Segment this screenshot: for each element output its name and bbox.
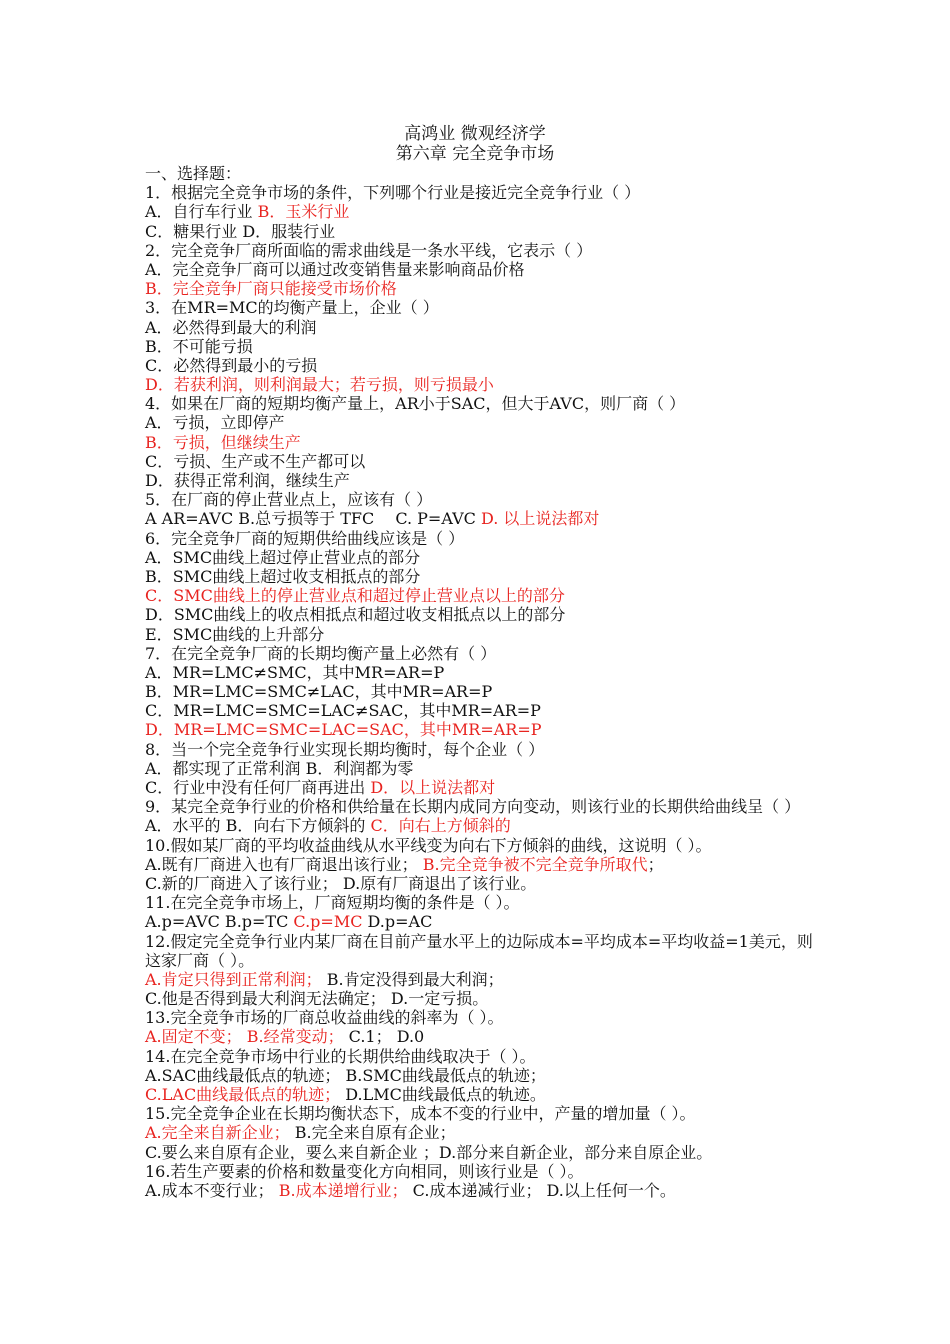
text-line-q4-d [145,471,815,490]
text-segment: D．获得正常利润，继续生产 [145,471,350,490]
text-segment: 15.完全竞争企业在长期均衡状态下，成本不变的行业中，产量的增加量（ ）。 [145,1104,696,1124]
chapter-title: 第六章 完全竞争市场 [395,144,555,164]
text-line-q5 [145,490,815,509]
text-line-q15-ab [145,1123,815,1142]
text-segment: C.新的厂商进入了该行业； D.原有厂商退出了该行业。 [145,873,537,893]
text-line-q2 [145,241,815,260]
text-segment: 9．某完全竞争行业的价格和供给量在长期内成同方向变动，则该行业的长期供给曲线呈（ ） [145,797,801,817]
text-segment: A.既有厂商进入也有厂商退出该行业； [145,854,423,874]
text-line-q7-c [145,701,815,720]
answer-text: D．MR=LMC=SMC=LAC=SAC，其中MR=AR=P [145,720,542,740]
text-segment: D.LMC曲线最低点的轨迹。 [340,1085,546,1105]
text-segment: 5．在厂商的停止营业点上，应该有（ ） [145,490,433,510]
text-segment: A．水平的 B．向右下方倾斜的 [145,816,371,836]
text-segment: C．亏损、生产或不生产都可以 [145,451,366,471]
text-line-q14-ab [145,1066,815,1085]
text-line-q4-b [145,433,815,452]
text-line-q9-opts [145,816,815,835]
text-segment: A．完全竞争厂商可以通过改变销售量来影响商品价格 [145,259,525,279]
text-line-q10-ab [145,855,815,874]
text-segment: A．自行车行业 [145,202,258,222]
answer-text: B.完全竞争被不完全竞争所取代 [422,854,648,874]
text-line-q1 [145,183,815,202]
text-line-q6-c [145,586,815,605]
text-line-q14-cd [145,1085,815,1104]
text-line-q16-opts [145,1181,815,1200]
text-segment: C.他是否得到最大利润无法确定； D.一定亏损。 [145,989,489,1009]
answer-text: B．亏损，但继续生产 [145,432,301,452]
text-segment: 2．完全竞争厂商所面临的需求曲线是一条水平线，它表示（ ） [145,240,593,260]
text-line-q4 [145,394,815,413]
text-line-q7-b [145,682,815,701]
text-line-q3 [145,298,815,317]
text-segment: 8．当一个完全竞争行业实现长期均衡时，每个企业（ ） [145,739,545,759]
text-line-q14 [145,1047,815,1066]
question-list [145,164,815,1200]
text-segment: C.要么来自原有企业，要么来自新企业 ；D.部分来自新企业，部分来自原企业。 [145,1142,713,1162]
text-line-q1-ab [145,202,815,221]
text-line-q3-c [145,356,815,375]
text-line-q15 [145,1104,815,1123]
text-segment: A.p=AVC B.p=TC [145,912,294,932]
text-segment: B．不可能亏损 [145,336,253,356]
answer-text: D．以上说法都对 [370,778,496,797]
text-segment: 6．完全竞争厂商的短期供给曲线应该是（ ） [145,528,465,548]
text-segment: A AR=AVC B.总亏损等于 TFC C. P=AVC [145,509,481,529]
text-line-q12 [145,932,815,970]
text-segment: C.1； D.0 [343,1027,425,1047]
text-line-q10-cd [145,874,815,893]
text-segment: C．行业中没有任何厂商再进出 [145,778,371,797]
text-segment: C．必然得到最小的亏损 [145,355,318,375]
text-segment: 4．如果在厂商的短期均衡产量上，AR小于SAC，但大于AVC，则厂商（ ） [145,394,686,414]
text-line-q1-cd [145,222,815,241]
text-line-q7-a [145,663,815,682]
text-segment: 3．在MR=MC的均衡产量上，企业（ ） [145,298,439,318]
text-line-q6-a [145,548,815,567]
text-line-q3-a [145,318,815,337]
answer-text: C.LAC曲线最低点的轨迹； [145,1085,341,1105]
answer-text: B．完全竞争厂商只能接受市场价格 [145,279,397,299]
answer-text: A.肯定只得到正常利润； [145,969,322,989]
text-segment: 7．在完全竞争厂商的长期均衡产量上必然有（ ） [145,643,497,663]
text-line-q12-ab [145,970,815,989]
text-line-q3-b [145,337,815,356]
text-line-q4-c [145,452,815,471]
text-line-q13-opts [145,1027,815,1046]
answer-text: A.固定不变； B.经常变动； [145,1027,344,1047]
text-segment: 13.完全竞争市场的厂商总收益曲线的斜率为（ ）。 [145,1008,504,1028]
text-line-q5-opts [145,509,815,528]
text-line-q9 [145,797,815,816]
text-line-q2-a [145,260,815,279]
text-segment: 16.若生产要素的价格和数量变化方向相同，则该行业是（ ）。 [145,1161,584,1181]
answer-text: B．玉米行业 [257,202,350,222]
text-segment: C．MR=LMC=SMC=LAC≠SAC，其中MR=AR=P [145,701,541,721]
text-segment: 10.假如某厂商的平均收益曲线从水平线变为向右下方倾斜的曲线，这说明（ ）。 [145,835,712,855]
answer-text: B.成本递增行业； [278,1180,408,1200]
text-segment: 14.在完全竞争市场中行业的长期供给曲线取决于（ ）。 [145,1046,536,1066]
text-segment: A．亏损，立即停产 [145,413,285,433]
text-segment: A.SAC曲线最低点的轨迹； B.SMC曲线最低点的轨迹； [145,1065,546,1085]
text-segment: B．MR=LMC=SMC≠LAC，其中MR=AR=P [145,682,493,702]
text-line-q6-e [145,625,815,644]
text-segment: C．糖果行业 D．服装行业 [145,221,336,241]
text-line-q7 [145,644,815,663]
text-line-q12-cd [145,989,815,1008]
text-segment: 12.假定完全竞争行业内某厂商在目前产量水平上的边际成本=平均成本=平均收益=1美元，则这家厂商（ ）。 [145,931,813,970]
text-segment: E．SMC曲线的上升部分 [145,624,325,644]
text-segment: A．SMC曲线上超过停止营业点的部分 [145,547,421,567]
text-line-q8-ab [145,759,815,778]
text-segment: A．必然得到最大的利润 [145,317,317,337]
text-line-q8-cd [145,778,815,797]
text-line-q4-a [145,413,815,432]
text-line-q6-b [145,567,815,586]
text-segment: B．SMC曲线上超过收支相抵点的部分 [145,566,421,586]
text-line-section [145,164,815,183]
text-line-q8 [145,740,815,759]
text-segment: A.成本不变行业； [145,1180,279,1200]
text-line-q16 [145,1162,815,1181]
text-line-q10 [145,836,815,855]
text-segment: A．都实现了正常利润 B．利润都为零 [145,758,414,778]
text-line-q11-opts [145,912,815,931]
text-line-q6-d [145,605,815,624]
text-line-q2-b [145,279,815,298]
text-line-q7-d [145,720,815,739]
text-segment: ； [647,854,664,874]
text-line-q15-cd [145,1143,815,1162]
answer-text: C．向右上方倾斜的 [370,816,511,836]
text-segment: C.成本递减行业； D.以上任何一个。 [407,1180,676,1200]
text-segment: A．MR=LMC≠SMC，其中MR=AR=P [145,662,445,682]
answer-text: A.完全来自新企业； [145,1123,290,1143]
text-segment: 1．根据完全竞争市场的条件，下列哪个行业是接近完全竞争行业（ ） [145,183,641,203]
document-title: 高鸿业 微观经济学 [404,124,546,144]
answer-text: D. 以上说法都对 [480,509,600,529]
answer-text: C.p=MC [293,912,363,932]
answer-text: C．SMC曲线上的停止营业点和超过停止营业点以上的部分 [145,586,565,606]
text-segment: D．SMC曲线上的收点相抵点和超过收支相抵点以上的部分 [145,605,566,625]
text-segment: B.肯定没得到最大利润； [321,969,504,989]
text-segment: 11.在完全竞争市场上，厂商短期均衡的条件是（ ）。 [145,893,520,913]
text-line-q3-d [145,375,815,394]
text-segment: B.完全来自原有企业； [289,1123,456,1143]
text-segment: 一、选择题： [145,164,242,183]
text-segment: D.p=AC [362,912,433,932]
text-line-q11 [145,893,815,912]
text-line-q6 [145,529,815,548]
answer-text: D．若获利润，则利润最大；若亏损，则亏损最小 [145,375,494,395]
text-line-q13 [145,1008,815,1027]
